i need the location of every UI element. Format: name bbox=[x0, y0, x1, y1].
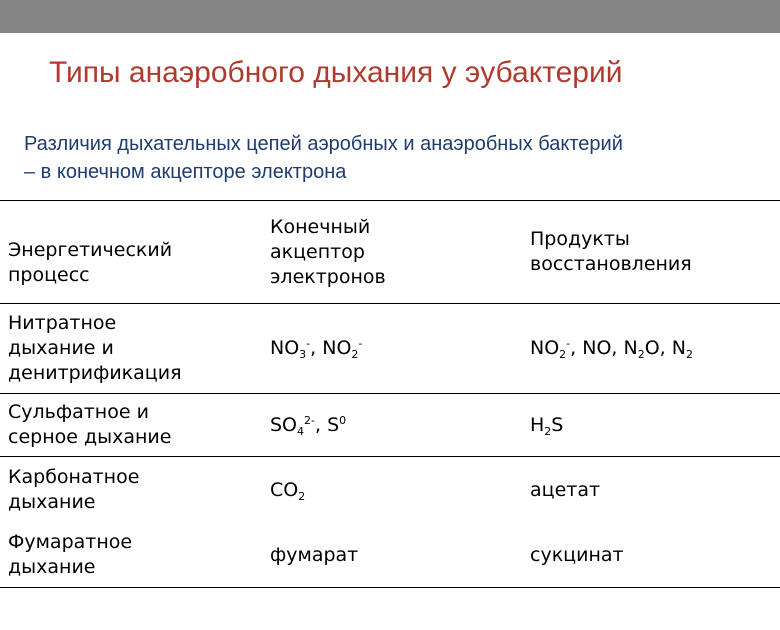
header-acceptor bbox=[262, 201, 522, 304]
table-row bbox=[0, 394, 780, 457]
table-row bbox=[0, 457, 780, 524]
slide-subtitle bbox=[24, 130, 764, 186]
cell-acceptor bbox=[262, 524, 522, 588]
header-products-line: Продукты bbox=[530, 228, 630, 250]
process-line: Фумаратное bbox=[8, 531, 133, 554]
subtitle-line-2: – в конечном акцепторе электрона bbox=[24, 161, 347, 183]
top-bar bbox=[0, 0, 780, 33]
header-acceptor-line: акцептор bbox=[270, 240, 365, 263]
header-products bbox=[522, 201, 780, 304]
cell-products bbox=[522, 304, 780, 394]
cell-acceptor bbox=[262, 304, 522, 394]
respiration-table bbox=[0, 200, 780, 588]
header-process-line: процесс bbox=[8, 264, 90, 286]
chem-formula: $NO_2^-$, NO, $N_2O$, $N_2$ bbox=[530, 337, 693, 361]
cell-products bbox=[522, 394, 780, 457]
chem-formula: $SO_4^{2-}$, $S^0$ bbox=[270, 413, 347, 438]
cell-process bbox=[0, 304, 262, 394]
table-row bbox=[0, 304, 780, 394]
cell-products bbox=[522, 524, 780, 588]
header-acceptor-line: электронов bbox=[270, 265, 386, 288]
process-line: серное дыхание bbox=[8, 426, 172, 448]
header-process bbox=[0, 201, 262, 304]
cell-process bbox=[0, 524, 262, 588]
header-acceptor-line: Конечный bbox=[270, 215, 371, 238]
table-header-row bbox=[0, 201, 780, 304]
cell-products bbox=[522, 457, 780, 524]
process-line: Нитратное bbox=[8, 312, 117, 334]
process-line: денитрификация bbox=[8, 362, 182, 384]
header-products-line: восстановления bbox=[530, 253, 692, 275]
subtitle-line-1: Различия дыхательных цепей аэробных и анаэробных бактерий bbox=[24, 133, 623, 155]
chem-formula: $NO_3^-$, $NO_2^-$ bbox=[270, 337, 363, 361]
process-line: Карбонатное bbox=[8, 466, 140, 489]
header-process-line: Энергетический bbox=[8, 239, 173, 261]
cell-acceptor bbox=[262, 394, 522, 457]
chem-formula: фумарат bbox=[270, 543, 359, 566]
process-line: дыхание bbox=[8, 556, 96, 579]
table-row bbox=[0, 524, 780, 588]
process-line: дыхание bbox=[8, 491, 96, 514]
chem-formula: сукцинат bbox=[530, 543, 624, 566]
chem-formula: ацетат bbox=[530, 478, 601, 501]
chem-formula: $CO_2$ bbox=[270, 478, 306, 503]
chem-formula: $H_2S$ bbox=[530, 413, 564, 438]
process-line: Сульфатное и bbox=[8, 401, 149, 423]
slide-title: Типы анаэробного дыхания у эубактерий bbox=[49, 56, 623, 89]
cell-acceptor bbox=[262, 457, 522, 524]
cell-process bbox=[0, 457, 262, 524]
process-line: дыхание и bbox=[8, 337, 114, 359]
cell-process bbox=[0, 394, 262, 457]
